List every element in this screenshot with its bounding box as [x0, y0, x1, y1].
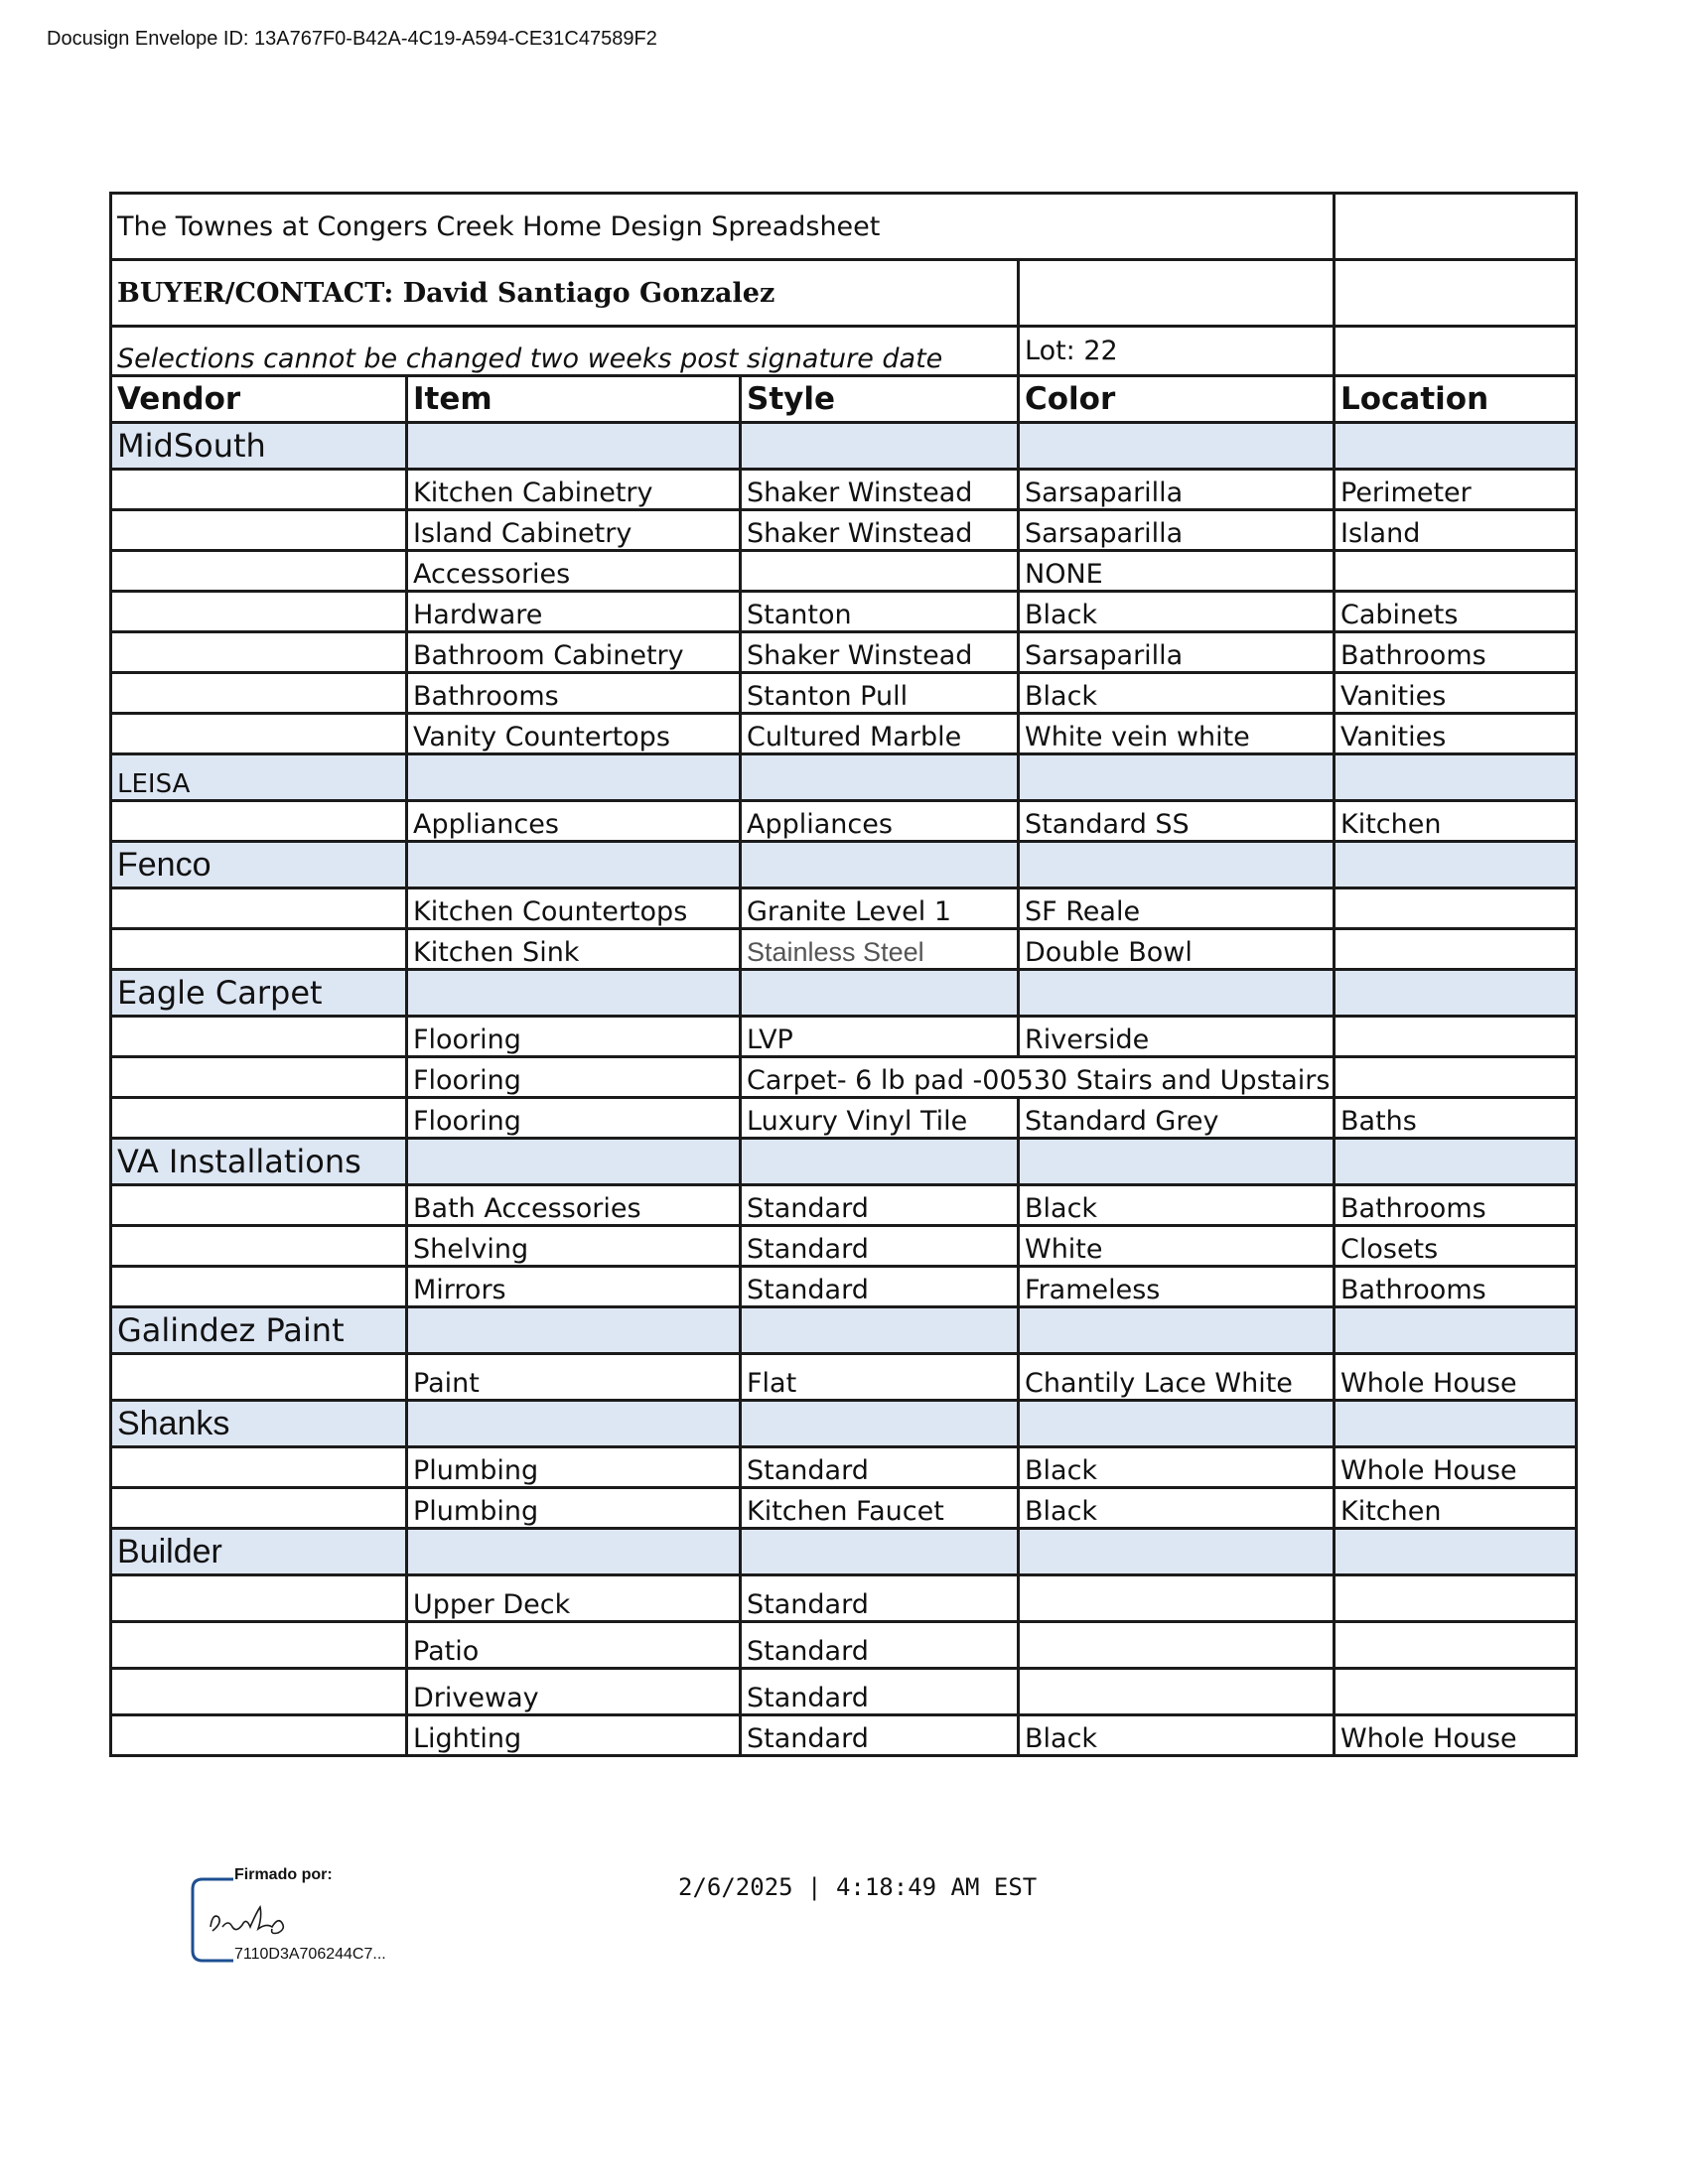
vendor-row — [111, 842, 1577, 888]
cell-color: Sarsaparilla — [1019, 470, 1335, 510]
table-row — [111, 801, 1577, 842]
sheet-title: The Townes at Congers Creek Home Design Spreadsheet — [111, 194, 1335, 260]
note-row — [111, 327, 1577, 376]
cell-color: Black — [1019, 1488, 1335, 1529]
cell-style: Standard — [741, 1715, 1019, 1756]
vendor-name: Builder — [111, 1529, 407, 1575]
empty-cell — [1335, 194, 1577, 260]
table-row — [111, 929, 1577, 970]
table-row — [111, 1226, 1577, 1267]
cell-location: Whole House — [1335, 1354, 1577, 1401]
cell-style: Stainless Steel — [741, 929, 1019, 970]
cell-style — [741, 551, 1019, 592]
cell-location: Baths — [1335, 1098, 1577, 1139]
cell-style: Flat — [741, 1354, 1019, 1401]
cell-item: Bath Accessories — [407, 1185, 741, 1226]
table-row — [111, 1098, 1577, 1139]
cell-item: Lighting — [407, 1715, 741, 1756]
cell-style: Luxury Vinyl Tile — [741, 1098, 1019, 1139]
signer-id: 7110D3A706244C7... — [234, 1946, 386, 1963]
table-row — [111, 888, 1577, 929]
cell-location: Vanities — [1335, 714, 1577, 754]
design-spreadsheet — [109, 192, 1578, 1757]
cell-style: Granite Level 1 — [741, 888, 1019, 929]
cell-style: Standard — [741, 1669, 1019, 1715]
cell-location — [1335, 1057, 1577, 1098]
header-row — [111, 376, 1577, 423]
signed-by-label: Firmado por: — [234, 1866, 333, 1883]
empty-cell — [1335, 260, 1577, 327]
cell-color: Standard Grey — [1019, 1098, 1335, 1139]
signature-scribble — [211, 1907, 283, 1934]
vendor-row — [111, 1401, 1577, 1447]
cell-style: Standard — [741, 1575, 1019, 1622]
cell-location: Island — [1335, 510, 1577, 551]
vendor-row — [111, 1139, 1577, 1185]
cell-item: Hardware — [407, 592, 741, 632]
cell-item: Plumbing — [407, 1447, 741, 1488]
cell-color: Black — [1019, 1715, 1335, 1756]
cell-item: Shelving — [407, 1226, 741, 1267]
table-row — [111, 1267, 1577, 1307]
table-row — [111, 1669, 1577, 1715]
table-row — [111, 714, 1577, 754]
vendor-name: Fenco — [111, 842, 407, 888]
vendor-row — [111, 1529, 1577, 1575]
table-row — [111, 1057, 1577, 1098]
cell-color — [1019, 1622, 1335, 1669]
vendor-row — [111, 970, 1577, 1017]
cell-color: Riverside — [1019, 1017, 1335, 1057]
cell-color: Standard SS — [1019, 801, 1335, 842]
cell-location: Whole House — [1335, 1715, 1577, 1756]
cell-item: Flooring — [407, 1057, 741, 1098]
vendor-name: VA Installations — [111, 1139, 407, 1185]
cell-location: Bathrooms — [1335, 1185, 1577, 1226]
cell-location: Bathrooms — [1335, 1267, 1577, 1307]
header-color: Color — [1019, 376, 1335, 423]
empty-cell — [1019, 260, 1335, 327]
cell-item: Patio — [407, 1622, 741, 1669]
cell-color: Black — [1019, 592, 1335, 632]
cell-item: Mirrors — [407, 1267, 741, 1307]
cell-item: Island Cabinetry — [407, 510, 741, 551]
cell-location: Whole House — [1335, 1447, 1577, 1488]
cell-item: Vanity Countertops — [407, 714, 741, 754]
cell-style: Cultured Marble — [741, 714, 1019, 754]
cell-style: Standard — [741, 1267, 1019, 1307]
cell-style: Stanton Pull — [741, 673, 1019, 714]
table-row — [111, 1017, 1577, 1057]
cell-style: Kitchen Faucet — [741, 1488, 1019, 1529]
cell-color: Black — [1019, 673, 1335, 714]
cell-style: LVP — [741, 1017, 1019, 1057]
vendor-name: Eagle Carpet — [111, 970, 407, 1017]
cell-style: Standard — [741, 1185, 1019, 1226]
cell-color: Sarsaparilla — [1019, 632, 1335, 673]
cell-style: Shaker Winstead — [741, 510, 1019, 551]
cell-item: Accessories — [407, 551, 741, 592]
cell-item: Flooring — [407, 1098, 741, 1139]
title-row — [111, 194, 1577, 260]
vendor-name: Galindez Paint — [111, 1307, 407, 1354]
cell-color: White — [1019, 1226, 1335, 1267]
cell-location — [1335, 551, 1577, 592]
cell-location: Bathrooms — [1335, 632, 1577, 673]
table-row — [111, 632, 1577, 673]
lot-number: Lot: 22 — [1019, 327, 1335, 376]
table-row — [111, 551, 1577, 592]
cell-style: Standard — [741, 1622, 1019, 1669]
cell-item: Bathroom Cabinetry — [407, 632, 741, 673]
cell-location: Perimeter — [1335, 470, 1577, 510]
table-row — [111, 1488, 1577, 1529]
cell-style: Stanton — [741, 592, 1019, 632]
cell-location: Vanities — [1335, 673, 1577, 714]
cell-color: Sarsaparilla — [1019, 510, 1335, 551]
vendor-row — [111, 1307, 1577, 1354]
cell-location: Kitchen — [1335, 801, 1577, 842]
cell-item: Kitchen Cabinetry — [407, 470, 741, 510]
cell-style: Standard — [741, 1226, 1019, 1267]
table-row — [111, 1715, 1577, 1756]
cell-item: Flooring — [407, 1017, 741, 1057]
signature-timestamp: 2/6/2025 | 4:18:49 AM EST — [678, 1873, 1038, 1901]
table-row — [111, 510, 1577, 551]
cell-location — [1335, 929, 1577, 970]
cell-item: Appliances — [407, 801, 741, 842]
cell-style: Appliances — [741, 801, 1019, 842]
cell-color: White vein white — [1019, 714, 1335, 754]
cell-item: Kitchen Countertops — [407, 888, 741, 929]
envelope-id: Docusign Envelope ID: 13A767F0-B42A-4C19-A594-CE31C47589F2 — [47, 28, 657, 50]
table-row — [111, 1354, 1577, 1401]
table-row — [111, 592, 1577, 632]
cell-location — [1335, 1669, 1577, 1715]
cell-location: Cabinets — [1335, 592, 1577, 632]
cell-style: Shaker Winstead — [741, 470, 1019, 510]
buyer-row — [111, 260, 1577, 327]
cell-color: NONE — [1019, 551, 1335, 592]
table-row — [111, 673, 1577, 714]
cell-location: Kitchen — [1335, 1488, 1577, 1529]
cell-color — [1019, 1669, 1335, 1715]
cell-location — [1335, 1622, 1577, 1669]
table-row — [111, 1447, 1577, 1488]
cell-location: Closets — [1335, 1226, 1577, 1267]
header-vendor: Vendor — [111, 376, 407, 423]
cell-item: Bathrooms — [407, 673, 741, 714]
selection-note: Selections cannot be changed two weeks post signature date — [111, 327, 1019, 376]
cell-item: Kitchen Sink — [407, 929, 741, 970]
cell-item: Plumbing — [407, 1488, 741, 1529]
cell-color: Double Bowl — [1019, 929, 1335, 970]
header-style: Style — [741, 376, 1019, 423]
vendor-name: LEISA — [111, 754, 407, 801]
cell-color: SF Reale — [1019, 888, 1335, 929]
vendor-name: MidSouth — [111, 423, 407, 470]
vendor-name: Shanks — [111, 1401, 407, 1447]
buyer-contact: BUYER/CONTACT: David Santiago Gonzalez — [111, 260, 1019, 327]
empty-cell — [1335, 327, 1577, 376]
cell-item: Paint — [407, 1354, 741, 1401]
table-row — [111, 1185, 1577, 1226]
vendor-row — [111, 754, 1577, 801]
header-location: Location — [1335, 376, 1577, 423]
cell-style: Shaker Winstead — [741, 632, 1019, 673]
cell-color: Black — [1019, 1185, 1335, 1226]
vendor-row — [111, 423, 1577, 470]
cell-style: Carpet- 6 lb pad -00530 Stairs and Upstairs — [741, 1057, 1335, 1098]
cell-item: Driveway — [407, 1669, 741, 1715]
cell-item: Upper Deck — [407, 1575, 741, 1622]
table-row — [111, 470, 1577, 510]
cell-location — [1335, 888, 1577, 929]
table-row — [111, 1575, 1577, 1622]
cell-color: Frameless — [1019, 1267, 1335, 1307]
cell-style: Standard — [741, 1447, 1019, 1488]
cell-color — [1019, 1575, 1335, 1622]
cell-location — [1335, 1575, 1577, 1622]
cell-location — [1335, 1017, 1577, 1057]
table-row — [111, 1622, 1577, 1669]
header-item: Item — [407, 376, 741, 423]
cell-color: Chantily Lace White — [1019, 1354, 1335, 1401]
cell-color: Black — [1019, 1447, 1335, 1488]
